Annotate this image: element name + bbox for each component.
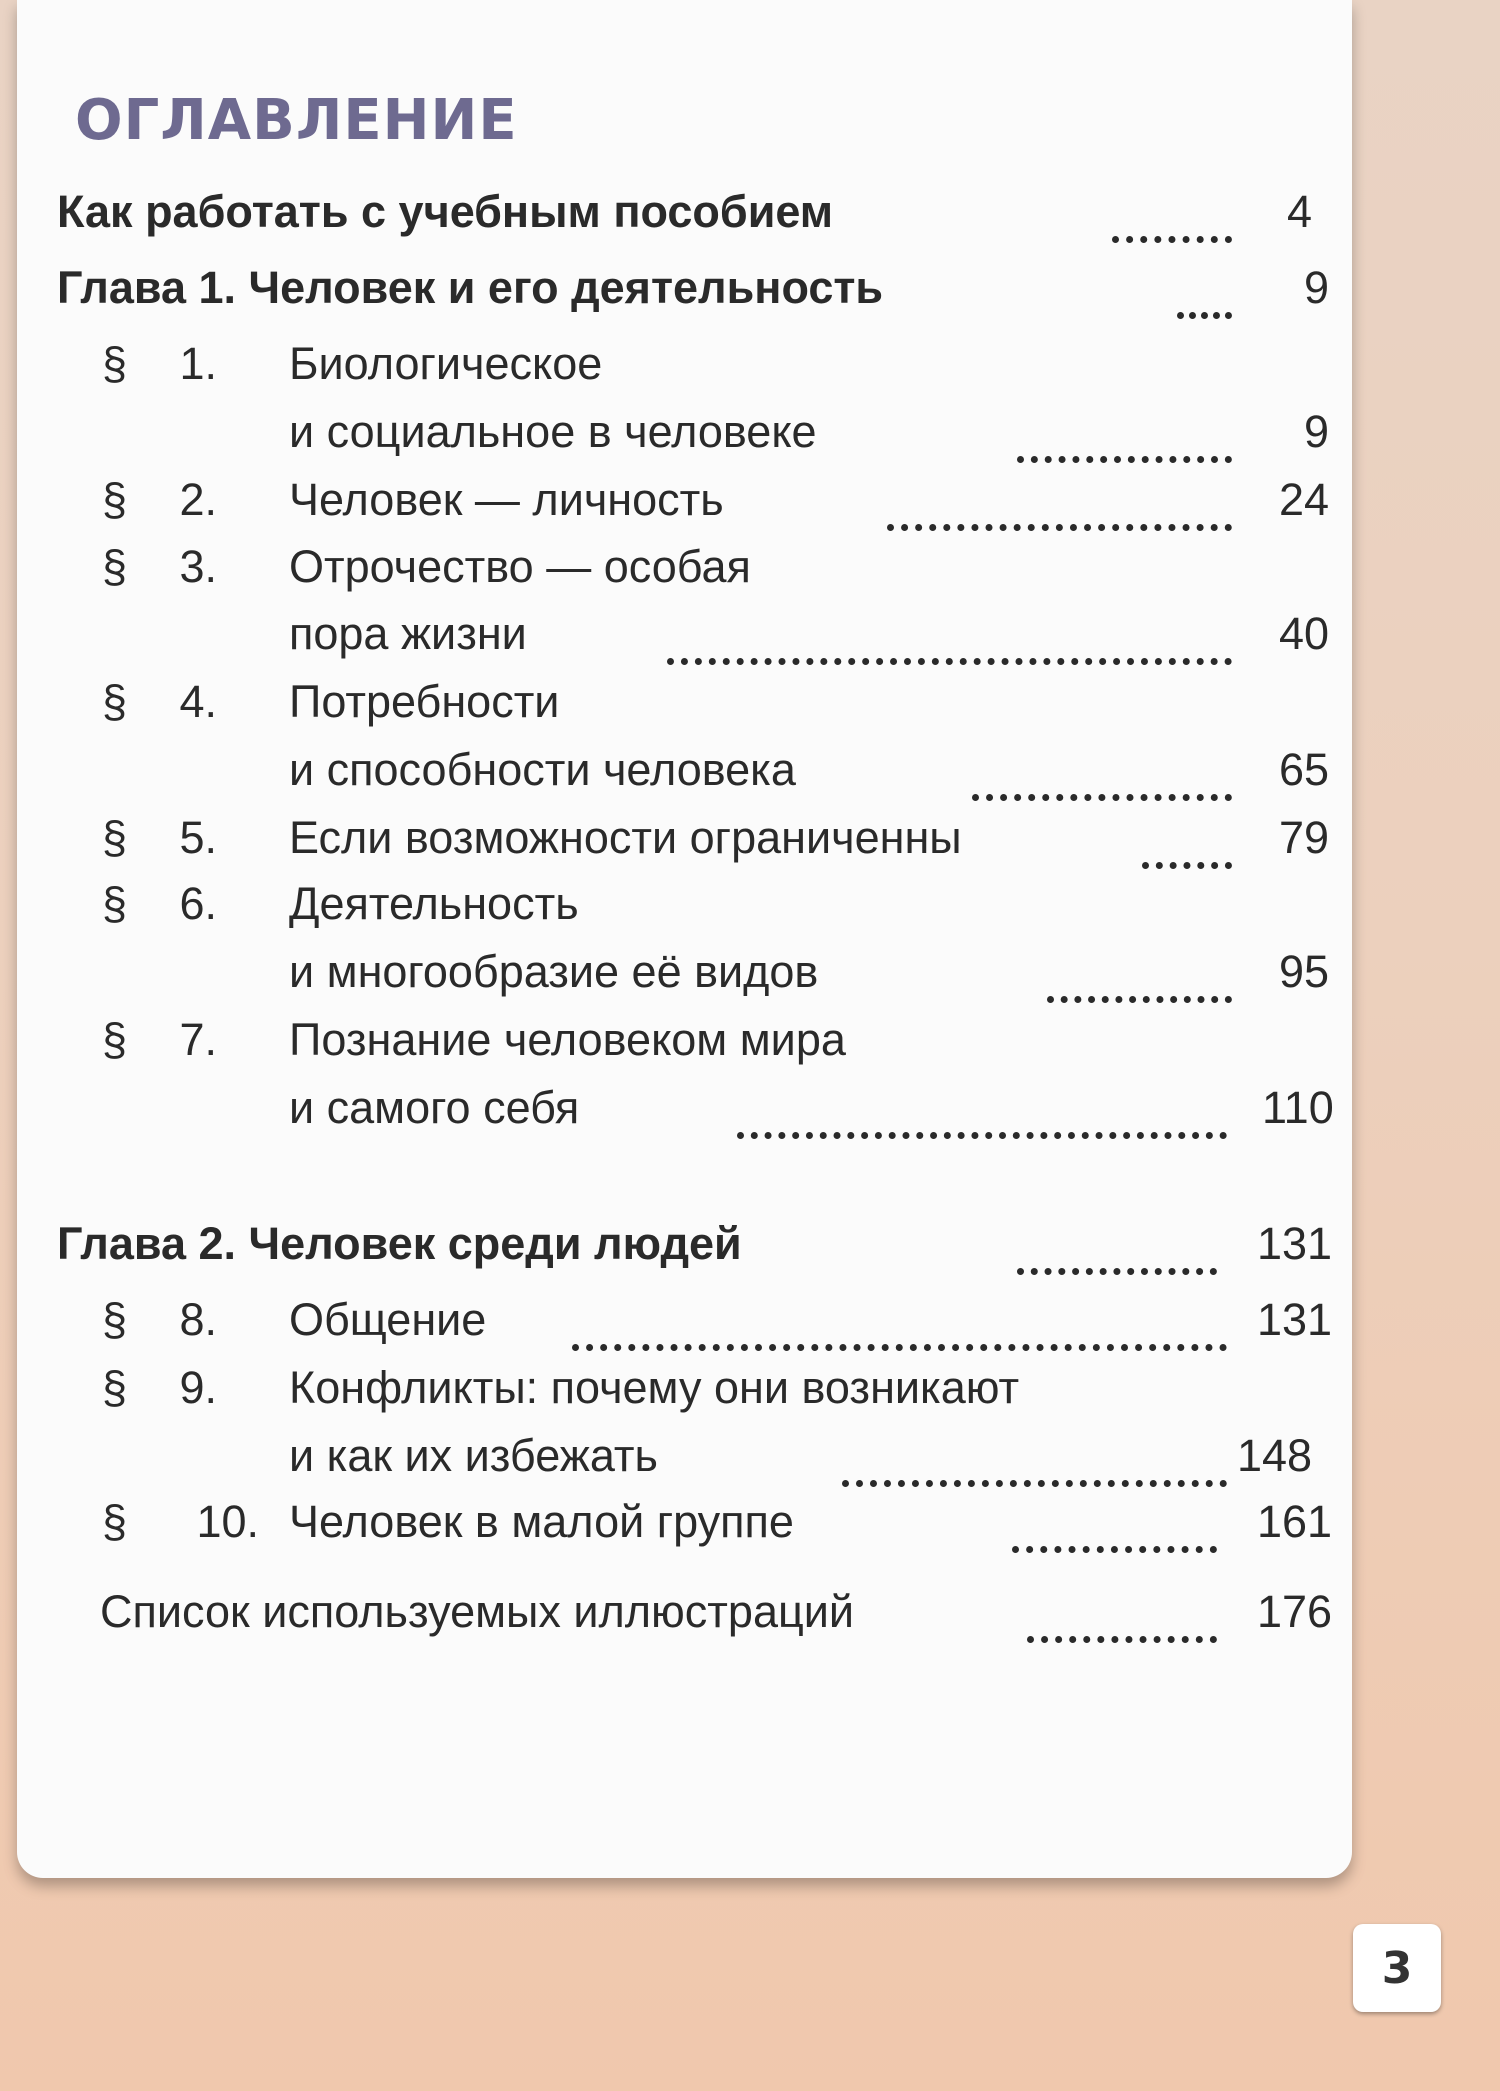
chapter-page: 9: [1304, 262, 1330, 313]
section-number: 2.: [179, 474, 217, 525]
dot-leader: [1047, 996, 1232, 1003]
dot-leader: [737, 1132, 1227, 1139]
dot-leader: [1177, 312, 1232, 319]
section-number: 9.: [179, 1362, 217, 1413]
section-title-line1: Человек в малой группе: [289, 1496, 794, 1547]
section-number: 7.: [179, 1014, 217, 1065]
section-title-line1: Если возможности ограниченны: [289, 812, 962, 863]
dot-leader: [572, 1344, 1227, 1351]
section-title-line1: Познание человеком мира: [289, 1014, 846, 1065]
dot-leader: [1017, 1268, 1217, 1275]
section-title-line1: Биологическое: [289, 338, 603, 389]
section-sign: §: [102, 878, 128, 929]
section-sign: §: [102, 1014, 128, 1065]
section-number: 6.: [179, 878, 217, 929]
chapter-page: 131: [1257, 1218, 1333, 1269]
section-page: 148: [1237, 1430, 1313, 1481]
dot-leader: [972, 794, 1232, 801]
section-sign: §: [102, 1362, 128, 1413]
section-title-line1: Деятельность: [289, 878, 579, 929]
section-title-line2: пора жизни: [289, 608, 527, 659]
section-number: 10.: [196, 1496, 259, 1547]
section-sign: §: [102, 1294, 128, 1345]
section-sign: §: [102, 338, 128, 389]
section-title-line1: Человек — личность: [289, 474, 724, 525]
section-number: 1.: [179, 338, 217, 389]
entry-title: Как работать с учебным пособием: [57, 186, 834, 237]
dot-leader: [1012, 1546, 1217, 1553]
appendix-title: Список используемых иллюстраций: [100, 1586, 855, 1637]
section-sign: §: [102, 1496, 128, 1547]
entry-page: 4: [1287, 186, 1313, 237]
section-title-line1: Отрочество — особая: [289, 541, 751, 592]
section-page: 79: [1279, 812, 1330, 863]
section-page: 40: [1279, 608, 1330, 659]
section-number: 3.: [179, 541, 217, 592]
dot-leader: [1112, 236, 1232, 243]
section-page: 161: [1257, 1496, 1333, 1547]
section-title-line1: Потребности: [289, 676, 560, 727]
section-number: 4.: [179, 676, 217, 727]
section-title-line1: Общение: [289, 1294, 487, 1345]
section-number: 8.: [179, 1294, 217, 1345]
dot-leader: [667, 658, 1232, 665]
section-page: 131: [1257, 1294, 1333, 1345]
dot-leader: [1027, 1636, 1217, 1643]
section-title-line2: и социальное в человеке: [289, 406, 817, 457]
dot-leader: [887, 524, 1232, 531]
section-sign: §: [102, 474, 128, 525]
section-sign: §: [102, 541, 128, 592]
appendix-page: 176: [1257, 1586, 1333, 1637]
dot-leader: [842, 1480, 1227, 1487]
toc-heading: ОГЛАВЛЕНИЕ: [75, 88, 518, 153]
section-page: 24: [1279, 474, 1330, 525]
section-title-line2: и самого себя: [289, 1082, 580, 1133]
chapter-title: Глава 1. Человек и его деятельность: [57, 262, 884, 313]
section-sign: §: [102, 676, 128, 727]
dot-leader: [1142, 862, 1232, 869]
section-page: 110: [1262, 1082, 1334, 1133]
content-panel: [17, 0, 1352, 1878]
section-page: 95: [1279, 946, 1330, 997]
chapter-title: Глава 2. Человек среди людей: [57, 1218, 742, 1269]
section-sign: §: [102, 812, 128, 863]
section-title-line1: Конфликты: почему они возникают: [289, 1362, 1020, 1413]
page-number-badge: 3: [1353, 1924, 1441, 2012]
section-title-line2: и многообразие её видов: [289, 946, 819, 997]
dot-leader: [1017, 456, 1232, 463]
section-number: 5.: [179, 812, 217, 863]
section-page: 65: [1279, 744, 1330, 795]
section-title-line2: и способности человека: [289, 744, 796, 795]
section-title-line2: и как их избежать: [289, 1430, 658, 1481]
section-page: 9: [1304, 406, 1330, 457]
